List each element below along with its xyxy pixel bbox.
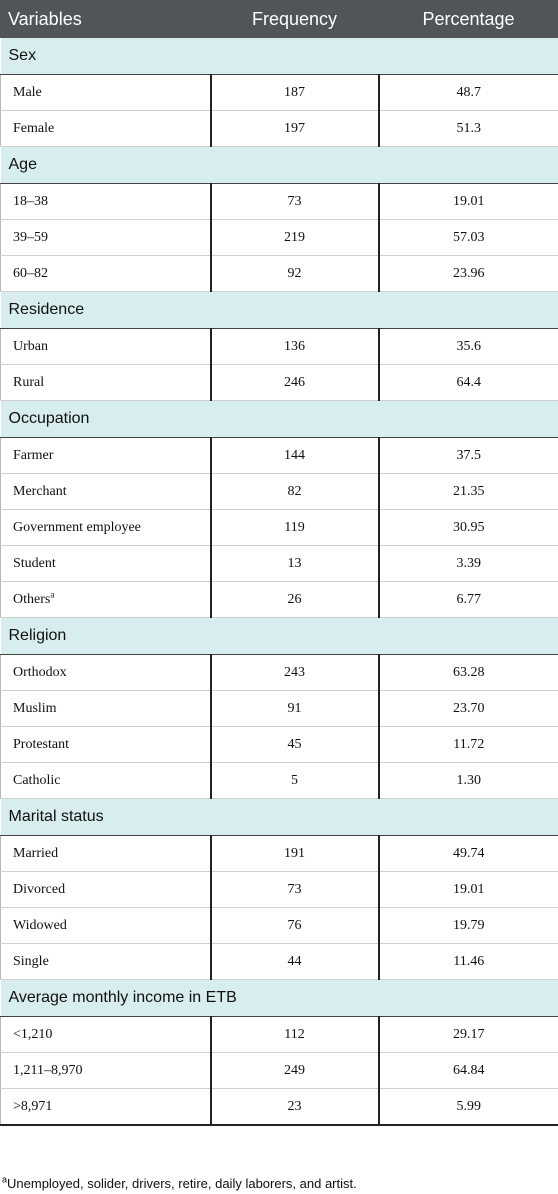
cell-percentage: 6.77 bbox=[379, 582, 558, 618]
section-label: Religion bbox=[1, 618, 558, 655]
cell-variable bbox=[1, 763, 211, 799]
cell-variable bbox=[1, 184, 211, 220]
cell-frequency: 119 bbox=[211, 510, 379, 546]
cell-variable bbox=[1, 111, 211, 147]
table-row bbox=[1, 75, 558, 111]
header-variables: Variables bbox=[1, 1, 211, 38]
table-body bbox=[1, 38, 558, 1126]
header-percentage: Percentage bbox=[379, 1, 558, 38]
cell-frequency: 5 bbox=[211, 763, 379, 799]
variable-name: >8,971 bbox=[13, 1098, 53, 1114]
cell-frequency: 82 bbox=[211, 474, 379, 510]
cell-frequency: 73 bbox=[211, 184, 379, 220]
cell-percentage: 48.7 bbox=[379, 75, 558, 111]
cell-percentage: 35.6 bbox=[379, 329, 558, 365]
cell-percentage: 37.5 bbox=[379, 438, 558, 474]
section-label: Marital status bbox=[1, 799, 558, 836]
variable-name: 39–59 bbox=[13, 229, 48, 245]
table-row bbox=[1, 872, 558, 908]
cell-frequency: 197 bbox=[211, 111, 379, 147]
cell-frequency: 144 bbox=[211, 438, 379, 474]
cell-variable bbox=[1, 727, 211, 763]
cell-frequency: 73 bbox=[211, 872, 379, 908]
variable-name: Farmer bbox=[13, 447, 54, 463]
table-row bbox=[1, 510, 558, 546]
cell-percentage: 19.01 bbox=[379, 184, 558, 220]
cell-frequency: 249 bbox=[211, 1053, 379, 1089]
table-row bbox=[1, 582, 558, 618]
cell-frequency: 191 bbox=[211, 836, 379, 872]
variable-name: Rural bbox=[13, 374, 45, 390]
table-row bbox=[1, 763, 558, 799]
cell-variable bbox=[1, 944, 211, 980]
cell-percentage: 57.03 bbox=[379, 220, 558, 256]
cell-variable bbox=[1, 510, 211, 546]
variable-name: Government employee bbox=[13, 519, 141, 535]
header-frequency: Frequency bbox=[211, 1, 379, 38]
cell-variable bbox=[1, 908, 211, 944]
variable-name: Student bbox=[13, 555, 56, 571]
table-row bbox=[1, 1089, 558, 1126]
cell-percentage: 29.17 bbox=[379, 1017, 558, 1053]
variable-name: Widowed bbox=[13, 917, 67, 933]
table-row bbox=[1, 329, 558, 365]
footnote-text: Unemployed, solider, drivers, retire, daily laborers, and artist. bbox=[7, 1176, 357, 1191]
cell-percentage: 19.79 bbox=[379, 908, 558, 944]
variable-name: Married bbox=[13, 845, 59, 861]
cell-variable bbox=[1, 582, 211, 618]
variable-name: Single bbox=[13, 953, 49, 969]
section-header-row bbox=[1, 980, 558, 1017]
cell-frequency: 219 bbox=[211, 220, 379, 256]
footnote-reference: a bbox=[50, 588, 55, 599]
table-row bbox=[1, 111, 558, 147]
section-label: Residence bbox=[1, 292, 558, 329]
cell-percentage: 11.72 bbox=[379, 727, 558, 763]
table-header-row bbox=[1, 1, 558, 38]
section-label: Age bbox=[1, 147, 558, 184]
cell-variable bbox=[1, 546, 211, 582]
cell-frequency: 92 bbox=[211, 256, 379, 292]
cell-variable bbox=[1, 438, 211, 474]
variable-name: Urban bbox=[13, 338, 48, 354]
section-label: Sex bbox=[1, 38, 558, 75]
cell-frequency: 91 bbox=[211, 691, 379, 727]
table-row bbox=[1, 1053, 558, 1089]
cell-variable bbox=[1, 1053, 211, 1089]
cell-percentage: 63.28 bbox=[379, 655, 558, 691]
cell-percentage: 3.39 bbox=[379, 546, 558, 582]
table-row bbox=[1, 944, 558, 980]
table-row bbox=[1, 1017, 558, 1053]
cell-variable bbox=[1, 256, 211, 292]
cell-variable bbox=[1, 655, 211, 691]
cell-percentage: 21.35 bbox=[379, 474, 558, 510]
variable-name: 60–82 bbox=[13, 265, 48, 281]
cell-percentage: 1.30 bbox=[379, 763, 558, 799]
variable-name: Muslim bbox=[13, 700, 57, 716]
table-row bbox=[1, 184, 558, 220]
cell-percentage: 11.46 bbox=[379, 944, 558, 980]
variable-name: <1,210 bbox=[13, 1026, 53, 1042]
cell-frequency: 26 bbox=[211, 582, 379, 618]
footnote bbox=[2, 1176, 357, 1191]
table-row bbox=[1, 256, 558, 292]
cell-frequency: 246 bbox=[211, 365, 379, 401]
variable-name: Others bbox=[13, 591, 51, 607]
cell-frequency: 187 bbox=[211, 75, 379, 111]
cell-variable bbox=[1, 872, 211, 908]
variable-name: Orthodox bbox=[13, 664, 67, 680]
cell-percentage: 30.95 bbox=[379, 510, 558, 546]
table-row bbox=[1, 365, 558, 401]
table-row bbox=[1, 727, 558, 763]
cell-frequency: 243 bbox=[211, 655, 379, 691]
cell-variable bbox=[1, 691, 211, 727]
section-label: Occupation bbox=[1, 401, 558, 438]
section-header-row bbox=[1, 799, 558, 836]
cell-variable bbox=[1, 329, 211, 365]
table-row bbox=[1, 655, 558, 691]
table-row bbox=[1, 546, 558, 582]
section-header-row bbox=[1, 292, 558, 329]
cell-variable bbox=[1, 75, 211, 111]
table-row bbox=[1, 474, 558, 510]
cell-percentage: 5.99 bbox=[379, 1089, 558, 1126]
cell-frequency: 76 bbox=[211, 908, 379, 944]
variable-name: Catholic bbox=[13, 772, 61, 788]
variable-name: 1,211–8,970 bbox=[13, 1062, 83, 1078]
cell-percentage: 51.3 bbox=[379, 111, 558, 147]
section-label: Average monthly income in ETB bbox=[1, 980, 558, 1017]
cell-frequency: 136 bbox=[211, 329, 379, 365]
table-row bbox=[1, 691, 558, 727]
footnote-marker: a bbox=[2, 1174, 8, 1185]
section-header-row bbox=[1, 147, 558, 184]
cell-variable bbox=[1, 474, 211, 510]
cell-frequency: 44 bbox=[211, 944, 379, 980]
variable-name: Protestant bbox=[13, 736, 69, 752]
section-header-row bbox=[1, 401, 558, 438]
cell-frequency: 112 bbox=[211, 1017, 379, 1053]
cell-frequency: 13 bbox=[211, 546, 379, 582]
variable-name: 18–38 bbox=[13, 193, 48, 209]
cell-variable bbox=[1, 836, 211, 872]
cell-percentage: 23.70 bbox=[379, 691, 558, 727]
cell-variable bbox=[1, 220, 211, 256]
section-header-row bbox=[1, 38, 558, 75]
variable-name: Divorced bbox=[13, 881, 66, 897]
cell-percentage: 19.01 bbox=[379, 872, 558, 908]
cell-variable bbox=[1, 1089, 211, 1126]
table-row bbox=[1, 836, 558, 872]
variable-name: Male bbox=[13, 84, 42, 100]
cell-variable bbox=[1, 365, 211, 401]
cell-frequency: 23 bbox=[211, 1089, 379, 1126]
cell-variable bbox=[1, 1017, 211, 1053]
table-row bbox=[1, 438, 558, 474]
cell-percentage: 64.84 bbox=[379, 1053, 558, 1089]
cell-percentage: 64.4 bbox=[379, 365, 558, 401]
cell-percentage: 23.96 bbox=[379, 256, 558, 292]
table-row bbox=[1, 908, 558, 944]
table-row bbox=[1, 220, 558, 256]
variable-name: Female bbox=[13, 120, 55, 136]
variable-name: Merchant bbox=[13, 483, 67, 499]
cell-frequency: 45 bbox=[211, 727, 379, 763]
cell-percentage: 49.74 bbox=[379, 836, 558, 872]
section-header-row bbox=[1, 618, 558, 655]
